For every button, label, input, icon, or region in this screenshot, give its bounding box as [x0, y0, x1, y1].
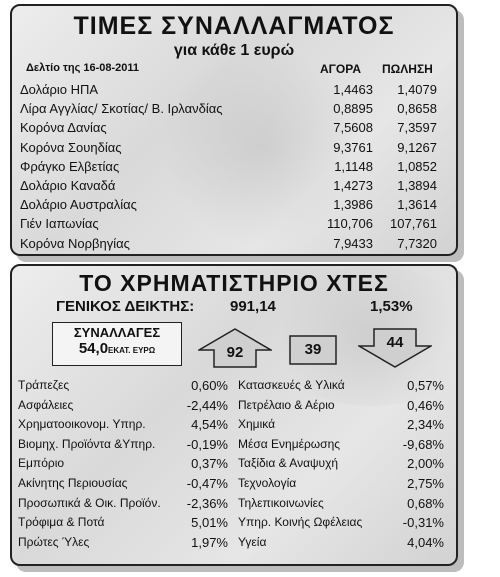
sector-change: -2,36%: [186, 495, 228, 511]
buy-rate: 1,1148: [334, 158, 373, 174]
sector-name: Υπηρ. Κοινής Ωφέλειας: [238, 515, 363, 530]
general-index-change: 1,53%: [370, 298, 413, 315]
buy-rate: 7,5608: [333, 120, 373, 136]
sell-rate: 0,8658: [397, 101, 437, 117]
sector-name: Κατασκευές & Υλικά: [238, 378, 345, 392]
sector-name: Πετρέλαιο & Αέριο: [238, 397, 335, 412]
buy-rate: 1,4463: [333, 82, 373, 97]
sector-name: Χρηματοοικονομ. Υπηρ.: [18, 417, 146, 432]
sector-row: [18, 456, 228, 472]
sell-rate: 9,1267: [397, 139, 437, 155]
sector-change: 4,04%: [407, 534, 444, 550]
sector-row: [18, 515, 228, 531]
sector-name: Τράπεζες: [18, 378, 70, 392]
sector-name: Ακίνητης Περιουσίας: [18, 476, 128, 490]
currency-name: Φράγκο Ελβετίας: [20, 158, 120, 174]
fx-row: [20, 159, 448, 179]
sector-row: [238, 456, 444, 472]
sector-row: [238, 515, 444, 531]
buy-rate: 0,8895: [333, 101, 373, 117]
declining-count: 44: [386, 334, 404, 351]
fx-row: [20, 82, 448, 102]
sector-name: Τεχνολογία: [238, 476, 297, 490]
sector-row: [238, 535, 444, 551]
sector-change: 0,57%: [407, 378, 444, 393]
fx-row: [20, 216, 448, 236]
sector-change: 5,01%: [191, 515, 228, 531]
sector-change: 1,97%: [191, 534, 228, 550]
sector-change: 0,60%: [191, 378, 228, 393]
sector-change: -0,31%: [402, 515, 444, 531]
sector-row: [18, 476, 228, 492]
sector-change: 0,68%: [407, 495, 444, 511]
sector-row: [18, 378, 228, 394]
sell-rate: 107,761: [390, 216, 437, 232]
sector-row: [238, 398, 444, 414]
fx-row: [20, 120, 448, 140]
sector-change: -0,19%: [186, 436, 228, 452]
sector-name: Ασφάλειες: [18, 397, 74, 412]
fx-sell-header: ΠΩΛΗΣΗ: [382, 62, 433, 76]
sector-row: [238, 437, 444, 453]
sector-change: 0,46%: [407, 397, 444, 413]
currency-name: Γιέν Ιαπωνίας: [20, 216, 99, 232]
sector-name: Υγεία: [238, 534, 267, 549]
sector-row: [18, 417, 228, 433]
currency-name: Κορόνα Νορβηγίας: [20, 235, 130, 251]
sector-name: Βιομηχ. Προϊόντα &Υπηρ.: [18, 436, 156, 451]
buy-rate: 1,4273: [333, 178, 373, 193]
sector-name: Ταξίδια & Αναψυχή: [238, 456, 339, 471]
sell-rate: 7,3597: [397, 120, 437, 136]
stock-market-panel: [10, 264, 458, 566]
sell-rate: 1,0852: [397, 158, 437, 174]
sector-name: Πρώτες Ύλες: [18, 534, 90, 549]
general-index-value: 991,14: [230, 298, 276, 315]
sector-name: Εμπόριο: [18, 456, 65, 471]
trades-value: 54,0: [78, 340, 109, 357]
sector-change: -9,68%: [402, 436, 444, 452]
general-index-label: ΓΕΝΙΚΟΣ ΔΕΙΚΤΗΣ:: [56, 298, 195, 315]
fx-row: [20, 197, 448, 217]
fx-row: [20, 101, 448, 121]
unchanged-count: 39: [304, 341, 322, 358]
sector-change: 4,54%: [191, 417, 228, 433]
fx-date-label: Δελτίο της 16-08-2011: [26, 62, 140, 74]
buy-rate: 1,3986: [333, 197, 373, 213]
trades-unit: ΕΚΑΤ. ΕΥΡΩ: [108, 346, 156, 355]
sector-change: -2,44%: [186, 397, 228, 413]
sector-row: [238, 476, 444, 492]
fx-row: [20, 140, 448, 160]
sector-name: Προσωπικά & Οικ. Προϊόν.: [18, 495, 161, 510]
unchanged-box-icon: [284, 328, 342, 368]
currency-name: Λίρα Αγγλίας/ Σκοτίας/ Β. Ιρλανδίας: [20, 101, 223, 117]
currency-name: Δολάριο ΗΠΑ: [20, 82, 99, 97]
sector-row: [18, 496, 228, 512]
sector-row: [18, 437, 228, 453]
sell-rate: 1,3614: [397, 197, 437, 213]
currency-name: Κορόνα Δανίας: [20, 120, 107, 136]
sector-change: 2,75%: [407, 476, 444, 491]
currency-name: Κορόνα Σουηδίας: [20, 139, 122, 155]
sector-change: 0,37%: [191, 456, 228, 472]
buy-rate: 9,3761: [333, 139, 373, 155]
fx-title: ΤΙΜΕΣ ΣΥΝΑΛΛΑΓΜΑΤΟΣ: [73, 12, 395, 40]
sector-change: -0,47%: [186, 476, 228, 491]
sector-name: Μέσα Ενημέρωσης: [238, 436, 341, 451]
down-arrow-icon: [358, 328, 432, 368]
sell-rate: 7,7320: [397, 235, 437, 251]
sector-name: Χημικά: [238, 417, 276, 432]
currency-name: Δολάριο Καναδά: [20, 178, 116, 193]
sell-rate: 1,3894: [397, 178, 437, 193]
exchange-rates-panel: [10, 4, 458, 256]
up-arrow-icon: [198, 328, 272, 368]
sector-row: [238, 378, 444, 394]
sector-change: 2,34%: [407, 417, 444, 433]
sector-row: [238, 496, 444, 512]
sector-name: Τρόφιμα & Ποτά: [18, 515, 105, 530]
sector-row: [238, 417, 444, 433]
fx-buy-header: ΑΓΟΡΑ: [320, 62, 361, 76]
sector-change: 2,00%: [407, 456, 444, 472]
advancing-count: 92: [226, 344, 244, 361]
currency-name: Δολάριο Αυστραλίας: [20, 197, 137, 213]
sell-rate: 1,4079: [397, 82, 437, 97]
buy-rate: 7,9433: [333, 235, 373, 251]
sector-name: Τηλεπικοινωνίες: [238, 495, 324, 510]
fx-row: [20, 236, 448, 256]
fx-row: [20, 178, 448, 198]
sector-row: [18, 398, 228, 414]
trades-label: ΣΥΝΑΛΛΑΓΕΣ: [73, 325, 161, 340]
sector-row: [18, 535, 228, 551]
market-title: ΤΟ ΧΡΗΜΑΤΙΣΤΗΡΙΟ ΧΤΕΣ: [79, 270, 389, 296]
buy-rate: 110,706: [326, 216, 373, 232]
fx-subtitle: για κάθε 1 ευρώ: [173, 42, 295, 59]
trades-box: [52, 322, 182, 366]
